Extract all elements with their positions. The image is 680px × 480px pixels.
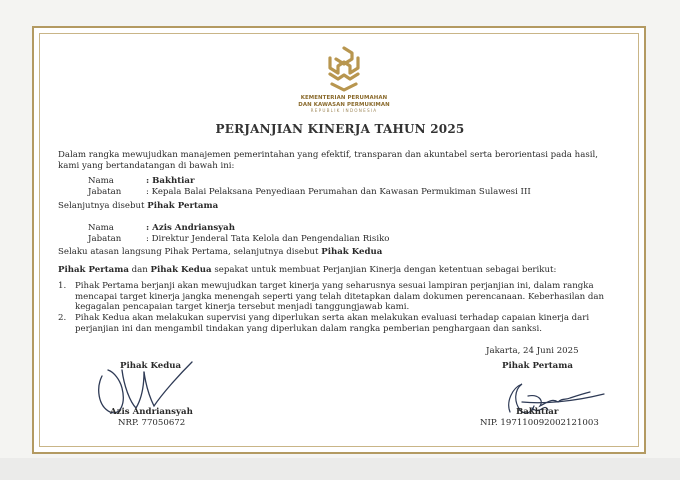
party2-designation	[58, 247, 382, 258]
party1-designation-bold: Pihak Pertama	[147, 201, 219, 211]
sign-left-name: Azis Andriansyah	[110, 407, 193, 417]
sign-left-role: Pihak Kedua	[120, 361, 182, 371]
document-title: PERJANJIAN KINERJA TAHUN 2025	[215, 122, 465, 136]
party1-name-value: : Bakhtiar	[146, 176, 195, 186]
scan-bottom-edge	[0, 458, 680, 480]
agreement-rest: sepakat untuk membuat Perjanjian Kinerja dengan ketentuan sebagai berikut:	[211, 265, 557, 275]
party2-designation-prefix: Selaku atasan langsung Pihak Pertama, selanjutnya disebut	[58, 247, 322, 257]
agreement-and: dan	[128, 265, 151, 275]
party2-position-label: Jabatan	[88, 233, 122, 244]
party2-name-value: : Azis Andriansyah	[146, 223, 235, 233]
agreement-party1: Pihak Pertama	[58, 265, 129, 275]
place-and-date: Jakarta, 24 Juni 2025	[486, 346, 579, 356]
ministry-name	[260, 95, 428, 115]
party1-designation	[58, 201, 218, 212]
party2-designation-bold: Pihak Kedua	[321, 247, 383, 257]
clause-1-line-2: mencapai target kinerja jangka menengah seperti yang telah ditetapkan dalam dokumen perencanaan. Keberhasilan dan	[75, 291, 605, 302]
party1-position-label: Jabatan	[88, 186, 122, 197]
ministry-name-line3: REPUBLIK INDONESIA	[310, 108, 378, 114]
agreement-statement	[58, 265, 556, 276]
clause-1-number: 1.	[58, 281, 67, 291]
sign-right-role: Pihak Pertama	[502, 361, 573, 371]
sign-left-id: NRP. 77050672	[118, 418, 186, 428]
clause-2-number: 2.	[58, 313, 67, 323]
clause-1-line-1: Pihak Pertama berjanji akan mewujudkan target kinerja yang seharusnya sesuai lampiran perjanjian ini, dalam rangka	[75, 281, 594, 291]
intro-line-1: Dalam rangka mewujudkan manajemen pemerintahan yang efektif, transparan dan akuntabel serta berorientasi pada hasil,	[58, 150, 598, 160]
intro-line-2: kami yang bertandatangan di bawah ini:	[58, 160, 235, 171]
clause-2-line-2: perjanjian ini dan mengambil tindakan yang diperlukan dalam rangka pemberian penghargaan dan sanksi.	[75, 323, 543, 334]
party2-name-label: Nama	[88, 223, 114, 233]
ministry-logo-icon	[322, 44, 366, 92]
sign-right-id: NIP. 197110092002121003	[480, 418, 599, 428]
clause-1-line-3: kegagalan pencapaian target kinerja tersebut menjadi tanggungjawab kami.	[75, 302, 410, 313]
party1-position-value: : Kepala Balai Pelaksana Penyediaan Perumahan dan Kawasan Permukiman Sulawesi III	[146, 186, 531, 197]
sign-right-name: Bakhtiar	[516, 407, 559, 417]
party1-name-label: Nama	[88, 176, 114, 186]
party2-position-value: : Direktur Jenderal Tata Kelola dan Pengendalian Risiko	[146, 233, 390, 244]
agreement-party2: Pihak Kedua	[150, 265, 212, 275]
ministry-name-line1: KEMENTERIAN PERUMAHAN	[300, 95, 388, 101]
clause-2-line-1: Pihak Kedua akan melakukan supervisi yang diperlukan serta akan melakukan evaluasi terhadap capaian kinerja dari	[75, 313, 590, 323]
party1-designation-prefix: Selanjutnya disebut	[58, 201, 148, 211]
ministry-name-line2: DAN KAWASAN PERMUKIMAN	[298, 101, 390, 108]
